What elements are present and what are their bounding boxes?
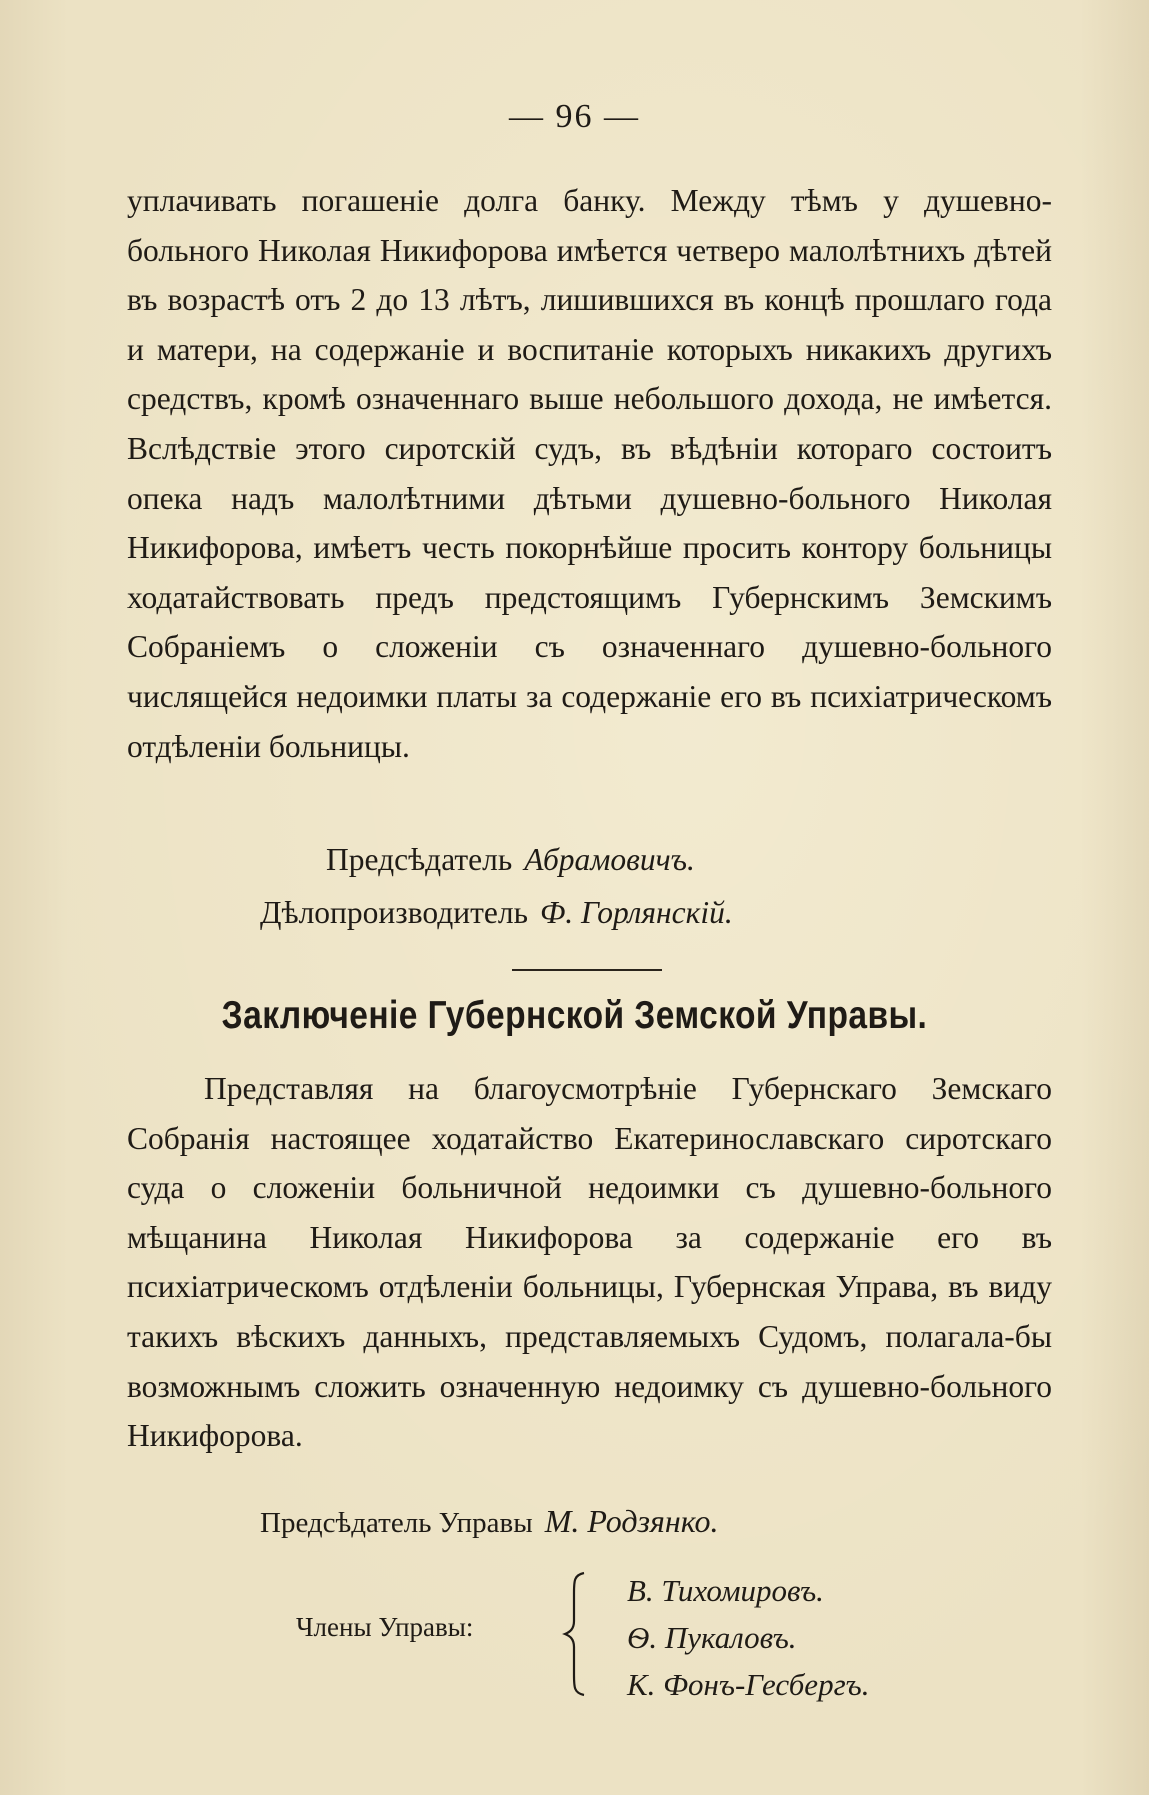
board-chairman-name: М. Родзянко. — [544, 1503, 719, 1539]
body-paragraph-1: уплачивать погашеніе долга банку. Между тѣмъ у душевно-больного Николая Никифорова имѣется четверо малолѣтнихъ дѣтей въ возрастѣ отъ 2 до 13 лѣтъ, лишившихся въ концѣ прошлаго года и матери, на содержаніе и воспитаніе которыхъ никакихъ другихъ средствъ, кромѣ означеннаго выше небольшого дохода, не имѣется. Вслѣдствіе этого сиротскій судъ, въ вѣдѣніи котораго состоитъ опека надъ малолѣтними дѣтьми душевно-больного Николая Никифорова, имѣетъ честь покорнѣйше просить контору больницы ходатайствовать предъ предстоящимъ Губернскимъ Земскимъ Собраніемъ о сложеніи съ означеннаго душевно-больного числящейся недоимки платы за содержаніе его въ психіатрическомъ отдѣленіи больницы. — [127, 183, 1052, 764]
board-members-label: Члены Управы: — [296, 1612, 474, 1642]
clerk-name: Ф. Горлянскій. — [539, 895, 733, 930]
body-paragraph-2: Представляя на благоусмотрѣніе Губернскаго Земскаго Собранія настоящее ходатайство Екатеринославскаго сиротскаго суда о сложеніи больничной недоимки съ душевно-больного мѣщанина Николая Никифорова за содержаніе его въ психіатрическомъ отдѣленіи больницы, Губернская Управа, въ виду такихъ вѣскихъ данныхъ, представляемыхъ Судомъ, полагала-бы возможнымъ сложить означенную недоимку съ душевно-больного Никифорова. — [127, 1071, 1052, 1454]
board-chairman-title: Предсѣдатель Управы — [260, 1507, 533, 1539]
clerk-signature-line — [260, 895, 733, 931]
board-chairman-signature-line — [260, 1503, 719, 1540]
board-member-1: В. Тихомировъ. — [627, 1573, 824, 1608]
section-title: Заключеніе Губернской Земской Управы. — [221, 994, 928, 1037]
board-member-3: К. Фонъ-Гесбергъ. — [627, 1667, 870, 1702]
chairman-title: Предсѣдатель — [326, 842, 513, 877]
chairman-name: Абрамовичъ. — [524, 842, 695, 877]
board-members-list — [627, 1567, 870, 1708]
curly-brace-icon — [562, 1571, 588, 1697]
clerk-title: Дѣлопроизводитель — [260, 895, 528, 930]
page-number: — 96 — — [509, 98, 640, 135]
section-divider — [512, 969, 662, 971]
chairman-signature-line — [326, 842, 695, 878]
board-member-2: Ѳ. Пукаловъ. — [627, 1620, 797, 1655]
